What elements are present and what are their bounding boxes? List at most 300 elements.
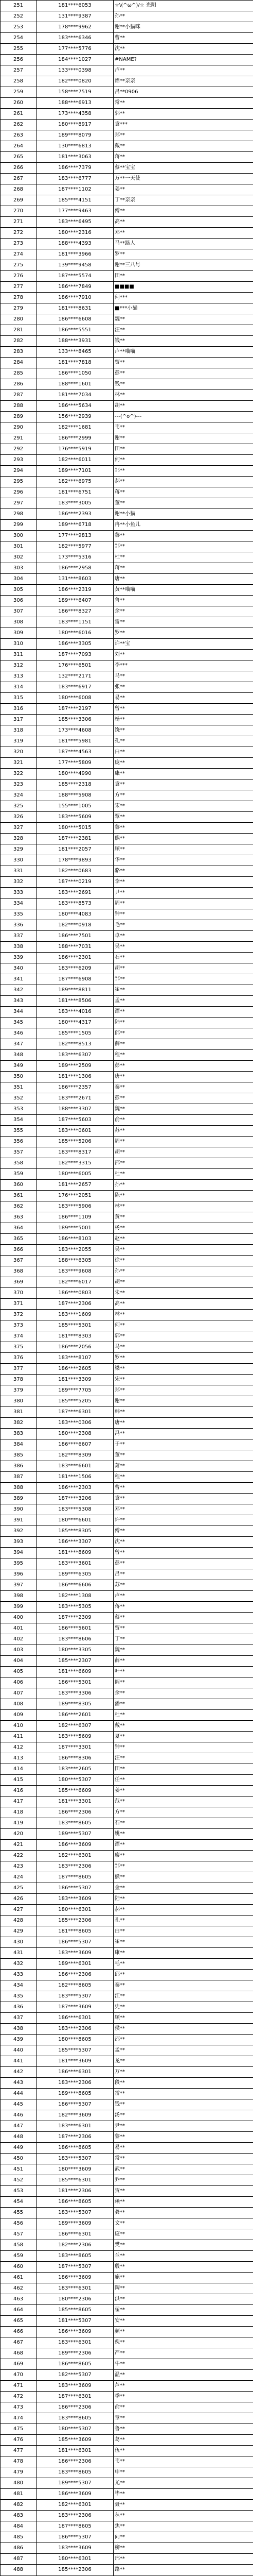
- row-index-cell: 457: [1, 2229, 37, 2240]
- table-row: [1, 379, 253, 390]
- row-index-cell: 359: [1, 1169, 37, 1180]
- table-row: [1, 585, 253, 596]
- table-row: [1, 1548, 253, 1558]
- row-index-cell: 334: [1, 899, 37, 909]
- row-index-cell: 326: [1, 812, 37, 823]
- table-row: [1, 1483, 253, 1494]
- table-row: [1, 163, 253, 174]
- table-row: [1, 249, 253, 260]
- row-index-cell: 435: [1, 1991, 37, 2002]
- phone-cell: 181****8631: [37, 303, 114, 314]
- name-cell: 郝**: [114, 1905, 253, 1916]
- table-row: [1, 1569, 253, 1580]
- phone-cell: 183****1151: [37, 617, 114, 628]
- row-index-cell: 252: [1, 11, 37, 22]
- row-index-cell: 481: [1, 2489, 37, 2500]
- table-row: [1, 1504, 253, 1515]
- name-cell: 芦**: [114, 2381, 253, 2392]
- phone-cell: 186****2306: [37, 2456, 114, 2467]
- name-cell: 尤**: [114, 2478, 253, 2489]
- name-cell: 罗**: [114, 628, 253, 639]
- row-index-cell: 274: [1, 249, 37, 260]
- row-index-cell: 255: [1, 44, 37, 55]
- phone-cell: 189****8811: [37, 985, 114, 996]
- name-cell: 孔**: [114, 1916, 253, 1926]
- table-row: [1, 693, 253, 704]
- name-cell: 焦**: [114, 2521, 253, 2532]
- name-cell: 高**: [114, 217, 253, 228]
- name-cell: 伍**: [114, 2446, 253, 2456]
- phone-cell: 187****4563: [37, 747, 114, 758]
- row-index-cell: 281: [1, 325, 37, 336]
- phone-cell: 133****8465: [37, 347, 114, 358]
- row-index-cell: 471: [1, 2381, 37, 2392]
- row-index-cell: 336: [1, 920, 37, 931]
- phone-cell: 183****3609: [37, 2381, 114, 2392]
- name-cell: 胡**: [114, 401, 253, 412]
- table-row: [1, 1645, 253, 1656]
- row-index-cell: 291: [1, 433, 37, 444]
- phone-cell: 183****5906: [37, 1201, 114, 1212]
- name-cell: 熊**: [114, 1872, 253, 1883]
- table-row: [1, 1018, 253, 1028]
- name-cell: 蔡**: [114, 1613, 253, 1623]
- table-row: [1, 1515, 253, 1526]
- name-cell: 万**: [114, 2067, 253, 2078]
- phone-cell: 182****1308: [37, 1591, 114, 1602]
- table-row: [1, 888, 253, 899]
- phone-cell: 180****5015: [37, 823, 114, 834]
- name-cell: 文**: [114, 2218, 253, 2229]
- phone-cell: 180****6016: [37, 628, 114, 639]
- phone-cell: 181****8303: [37, 1331, 114, 1342]
- row-index-cell: 296: [1, 487, 37, 498]
- phone-cell: 186****6606: [37, 1580, 114, 1591]
- name-cell: 谢**: [114, 1396, 253, 1407]
- row-index-cell: 313: [1, 671, 37, 682]
- name-cell: 康**: [114, 1948, 253, 1959]
- row-index-cell: 399: [1, 1602, 37, 1613]
- name-cell: 任**: [114, 1775, 253, 1786]
- phone-cell: 184****1027: [37, 55, 114, 65]
- phone-cell: 177****5809: [37, 758, 114, 769]
- name-cell: 石**: [114, 953, 253, 963]
- phone-cell: 181****1506: [37, 1472, 114, 1483]
- table-row: [1, 1104, 253, 1115]
- table-row: [1, 2197, 253, 2208]
- name-cell: 谭**: [114, 1840, 253, 1851]
- table-row: [1, 596, 253, 606]
- row-index-cell: 431: [1, 1948, 37, 1959]
- table-row: [1, 2305, 253, 2316]
- phone-cell: 186****1109: [37, 1212, 114, 1223]
- phone-cell: 188****4393: [37, 239, 114, 249]
- name-cell: 蒋**: [114, 152, 253, 163]
- table-row: [1, 1429, 253, 1439]
- table-row: [1, 1115, 253, 1126]
- phone-cell: 181****3609: [37, 2056, 114, 2067]
- phone-cell: 180****6301: [37, 1905, 114, 1916]
- phone-cell: 186****8103: [37, 1234, 114, 1245]
- row-index-cell: 410: [1, 1721, 37, 1732]
- table-row: [1, 2500, 253, 2511]
- row-index-cell: 405: [1, 1667, 37, 1677]
- row-index-cell: 263: [1, 130, 37, 141]
- name-cell: 何**: [114, 1320, 253, 1331]
- row-index-cell: 275: [1, 260, 37, 271]
- name-cell: 鲁**: [114, 596, 253, 606]
- phone-cell: 186****2958: [37, 563, 114, 574]
- name-cell: 胡**: [114, 1147, 253, 1158]
- table-row: [1, 2478, 253, 2489]
- phone-cell: 186****3609: [37, 1840, 114, 1851]
- name-cell: 杨**: [114, 1223, 253, 1234]
- name-cell: 葛**: [114, 2435, 253, 2446]
- table-row: [1, 1439, 253, 1450]
- name-cell: 邱**: [114, 1970, 253, 1980]
- table-row: [1, 1396, 253, 1407]
- table-row: [1, 1894, 253, 1905]
- table-row: [1, 942, 253, 953]
- table-row: [1, 1288, 253, 1299]
- phone-cell: 183****6301: [37, 2337, 114, 2348]
- name-cell: 常**: [114, 98, 253, 109]
- table-row: [1, 2099, 253, 2110]
- row-index-cell: 286: [1, 379, 37, 390]
- row-index-cell: 300: [1, 531, 37, 541]
- phone-cell: 183****5307: [37, 2154, 114, 2164]
- table-row: [1, 2164, 253, 2175]
- row-index-cell: 278: [1, 293, 37, 303]
- table-row: [1, 2273, 253, 2283]
- name-cell: 魏**: [114, 314, 253, 325]
- name-cell: 周**: [114, 1137, 253, 1147]
- table-row: [1, 336, 253, 347]
- phone-cell: 183****9608: [37, 1266, 114, 1277]
- row-index-cell: 384: [1, 1439, 37, 1450]
- row-index-cell: 465: [1, 2316, 37, 2327]
- row-index-cell: 305: [1, 585, 37, 596]
- row-index-cell: 254: [1, 33, 37, 44]
- phone-cell: 181****3301: [37, 1797, 114, 1807]
- row-index-cell: 289: [1, 412, 37, 422]
- table-row: [1, 704, 253, 715]
- row-index-cell: 396: [1, 1569, 37, 1580]
- phone-cell: 187****8605: [37, 2521, 114, 2532]
- table-row: [1, 1061, 253, 1072]
- row-index-cell: 473: [1, 2402, 37, 2413]
- phone-cell: 183****8605: [37, 2413, 114, 2424]
- row-index-cell: 438: [1, 2024, 37, 2035]
- row-index-cell: 271: [1, 217, 37, 228]
- table-row: [1, 2089, 253, 2099]
- phone-cell: 182****6975: [37, 477, 114, 487]
- phone-cell: 186****5307: [37, 2099, 114, 2110]
- phone-cell: 188****3307: [37, 1104, 114, 1115]
- phone-cell: 186****3609: [37, 2273, 114, 2283]
- table-row: [1, 33, 253, 44]
- table-row: [1, 2024, 253, 2035]
- name-cell: 易**: [114, 693, 253, 704]
- table-row: [1, 1916, 253, 1926]
- name-cell: 贾**: [114, 1623, 253, 1634]
- table-row: [1, 2251, 253, 2262]
- name-cell: 马**: [114, 1342, 253, 1353]
- row-index-cell: 423: [1, 1861, 37, 1872]
- name-cell: 俞**: [114, 2402, 253, 2413]
- row-index-cell: 440: [1, 2045, 37, 2056]
- table-row: [1, 1472, 253, 1483]
- phone-cell: 187****3301: [37, 1742, 114, 1753]
- row-index-cell: 361: [1, 1191, 37, 1201]
- table-row: [1, 152, 253, 163]
- name-cell: 戴**: [114, 1721, 253, 1732]
- name-cell: ■■■■: [114, 282, 253, 293]
- phone-cell: 183****8317: [37, 1147, 114, 1158]
- name-cell: 庞**: [114, 758, 253, 769]
- table-row: [1, 531, 253, 541]
- phone-cell: 183****3601: [37, 1558, 114, 1569]
- name-cell: 吴**: [114, 1245, 253, 1256]
- phone-cell: 186****2393: [37, 509, 114, 520]
- row-index-cell: 387: [1, 1472, 37, 1483]
- name-cell: 宋**: [114, 801, 253, 812]
- name-cell: 向**: [114, 2532, 253, 2543]
- row-index-cell: 374: [1, 1331, 37, 1342]
- row-index-cell: 339: [1, 953, 37, 963]
- row-index-cell: 299: [1, 520, 37, 531]
- phone-cell: 183****2055: [37, 1245, 114, 1256]
- row-index-cell: 430: [1, 1937, 37, 1948]
- name-cell: 陈**: [114, 1191, 253, 1201]
- name-cell: 魏**: [114, 1104, 253, 1115]
- phone-cell: 186****2605: [37, 1364, 114, 1375]
- row-index-cell: 424: [1, 1872, 37, 1883]
- name-cell: 沈**: [114, 44, 253, 55]
- name-cell: 季**: [114, 2392, 253, 2402]
- phone-cell: 183****3306: [37, 1688, 114, 1699]
- row-index-cell: 375: [1, 1342, 37, 1353]
- row-index-cell: 434: [1, 1980, 37, 1991]
- table-row: [1, 877, 253, 888]
- name-cell: 孙**: [114, 1266, 253, 1277]
- table-row: [1, 671, 253, 682]
- phone-cell: 188****3931: [37, 336, 114, 347]
- row-index-cell: 360: [1, 1180, 37, 1191]
- row-index-cell: 391: [1, 1515, 37, 1526]
- phone-cell: 183****5307: [37, 2208, 114, 2218]
- table-row: [1, 401, 253, 412]
- row-index-cell: 333: [1, 888, 37, 899]
- name-cell: 韩**: [114, 1407, 253, 1418]
- table-row: [1, 2370, 253, 2381]
- row-index-cell: 277: [1, 282, 37, 293]
- phone-cell: 188****7031: [37, 942, 114, 953]
- name-cell: 蒋**: [114, 563, 253, 574]
- name-cell: 林**: [114, 1201, 253, 1212]
- row-index-cell: 363: [1, 1212, 37, 1223]
- name-cell: 董**: [114, 498, 253, 509]
- name-cell: 杜**: [114, 1169, 253, 1180]
- name-cell: 章**: [114, 2413, 253, 2424]
- row-index-cell: 404: [1, 1656, 37, 1667]
- name-cell: 苏**: [114, 1126, 253, 1137]
- phone-cell: 186****2319: [37, 585, 114, 596]
- row-index-cell: 452: [1, 2175, 37, 2186]
- phone-cell: 187****8605: [37, 1872, 114, 1883]
- phone-cell: 189****5307: [37, 2478, 114, 2489]
- phone-cell: 187****0219: [37, 877, 114, 888]
- phone-cell: 186****2601: [37, 1710, 114, 1721]
- table-row: [1, 1775, 253, 1786]
- name-cell: 崔**: [114, 1937, 253, 1948]
- name-cell: 曾**: [114, 1548, 253, 1558]
- phone-cell: 186****7379: [37, 163, 114, 174]
- name-cell: 龙**: [114, 2056, 253, 2067]
- name-cell: 徐**: [114, 1256, 253, 1266]
- row-index-cell: 351: [1, 1082, 37, 1093]
- table-row: [1, 1039, 253, 1050]
- table-row: [1, 552, 253, 563]
- phone-cell: 187****3206: [37, 1494, 114, 1504]
- table-row: [1, 790, 253, 801]
- phone-cell: 139****9458: [37, 260, 114, 271]
- row-index-cell: 390: [1, 1504, 37, 1515]
- row-index-cell: 356: [1, 1137, 37, 1147]
- row-index-cell: 466: [1, 2327, 37, 2337]
- table-body: [1, 1, 253, 2576]
- row-index-cell: 454: [1, 2197, 37, 2208]
- phone-cell: 180****5307: [37, 2424, 114, 2435]
- row-index-cell: 482: [1, 2500, 37, 2511]
- phone-cell: 189****5001: [37, 1223, 114, 1234]
- phone-cell: 185****6609: [37, 1786, 114, 1797]
- row-index-cell: 272: [1, 228, 37, 239]
- name-cell: 戴**: [114, 141, 253, 152]
- name-cell: 姜**: [114, 1786, 253, 1797]
- table-row: [1, 2143, 253, 2154]
- table-row: [1, 1169, 253, 1180]
- name-cell: 洪**: [114, 2294, 253, 2305]
- row-index-cell: 479: [1, 2467, 37, 2478]
- row-index-cell: 477: [1, 2446, 37, 2456]
- name-cell: 蔡**宝宝: [114, 163, 253, 174]
- phone-cell: 176****2051: [37, 1191, 114, 1201]
- name-cell: 何***: [114, 293, 253, 303]
- phone-cell: 186****6301: [37, 2013, 114, 2024]
- table-row: [1, 2521, 253, 2532]
- table-row: [1, 2002, 253, 2013]
- row-index-cell: 402: [1, 1634, 37, 1645]
- table-row: [1, 715, 253, 725]
- phone-cell: 186****8605: [37, 2359, 114, 2370]
- table-row: [1, 1656, 253, 1667]
- phone-cell: 183****2671: [37, 1093, 114, 1104]
- table-row: [1, 2283, 253, 2294]
- phone-cell: 181****3966: [37, 249, 114, 260]
- row-index-cell: 453: [1, 2186, 37, 2197]
- name-cell: 程**: [114, 1050, 253, 1061]
- row-index-cell: 442: [1, 2067, 37, 2078]
- name-cell: 毕**: [114, 2489, 253, 2500]
- table-row: [1, 433, 253, 444]
- phone-cell: 182****3609: [37, 2110, 114, 2121]
- name-cell: 沈**: [114, 1537, 253, 1548]
- phone-cell: 182****8513: [37, 1039, 114, 1050]
- name-cell: 唐**: [114, 574, 253, 585]
- row-index-cell: 483: [1, 2511, 37, 2521]
- table-row: [1, 11, 253, 22]
- name-cell: 卢**: [114, 1591, 253, 1602]
- table-row: [1, 1277, 253, 1288]
- name-cell: 毛**: [114, 1959, 253, 1970]
- phone-cell: 186****8605: [37, 2197, 114, 2208]
- name-cell: 高**: [114, 1299, 253, 1310]
- table-row: [1, 1418, 253, 1429]
- table-row: [1, 2316, 253, 2327]
- row-index-cell: 328: [1, 834, 37, 844]
- name-cell: 汪**: [114, 325, 253, 336]
- table-row: [1, 1623, 253, 1634]
- table-row: [1, 1385, 253, 1396]
- name-cell: 汤**: [114, 2110, 253, 2121]
- name-cell: 陆**: [114, 1018, 253, 1028]
- row-index-cell: 421: [1, 1840, 37, 1851]
- phone-cell: 181****8506: [37, 996, 114, 1007]
- table-row: [1, 1158, 253, 1169]
- table-row: [1, 1580, 253, 1591]
- phone-cell: 185****3609: [37, 2435, 114, 2446]
- phone-cell: 133****0398: [37, 65, 114, 76]
- row-index-cell: 398: [1, 1591, 37, 1602]
- table-row: [1, 2078, 253, 2089]
- name-cell: 邵**: [114, 2035, 253, 2045]
- name-cell: 贾**: [114, 358, 253, 368]
- phone-cell: 183****6307: [37, 1050, 114, 1061]
- row-index-cell: 376: [1, 1353, 37, 1364]
- name-cell: 卢**喵喵: [114, 347, 253, 358]
- name-cell: 聂**: [114, 2500, 253, 2511]
- phone-cell: 181****6609: [37, 1667, 114, 1677]
- phone-cell: 186****2303: [37, 1483, 114, 1494]
- name-cell: 阎**: [114, 1677, 253, 1688]
- table-row: [1, 422, 253, 433]
- phone-cell: 189****2509: [37, 1061, 114, 1072]
- phone-cell: 183****2691: [37, 888, 114, 899]
- row-index-cell: 358: [1, 1158, 37, 1169]
- table-row: [1, 1937, 253, 1948]
- name-cell: 贺**: [114, 2186, 253, 2197]
- name-cell: 丁**: [114, 1634, 253, 1645]
- phone-cell: 178****9893: [37, 855, 114, 866]
- table-row: [1, 2294, 253, 2305]
- table-row: [1, 909, 253, 920]
- phone-cell: 186****5307: [37, 2532, 114, 2543]
- name-cell: 殷**: [114, 2262, 253, 2273]
- row-index-cell: 470: [1, 2370, 37, 2381]
- name-cell: 赵**: [114, 1234, 253, 1245]
- row-index-cell: 265: [1, 152, 37, 163]
- row-index-cell: 316: [1, 704, 37, 715]
- table-row: [1, 1331, 253, 1342]
- name-cell: 谭**: [114, 1007, 253, 1018]
- row-index-cell: 294: [1, 466, 37, 477]
- phone-cell: 180****4317: [37, 1018, 114, 1028]
- phone-cell: 189****8079: [37, 130, 114, 141]
- table-row: [1, 293, 253, 303]
- name-cell: 杨**: [114, 715, 253, 725]
- phone-cell: 181****3309: [37, 1375, 114, 1385]
